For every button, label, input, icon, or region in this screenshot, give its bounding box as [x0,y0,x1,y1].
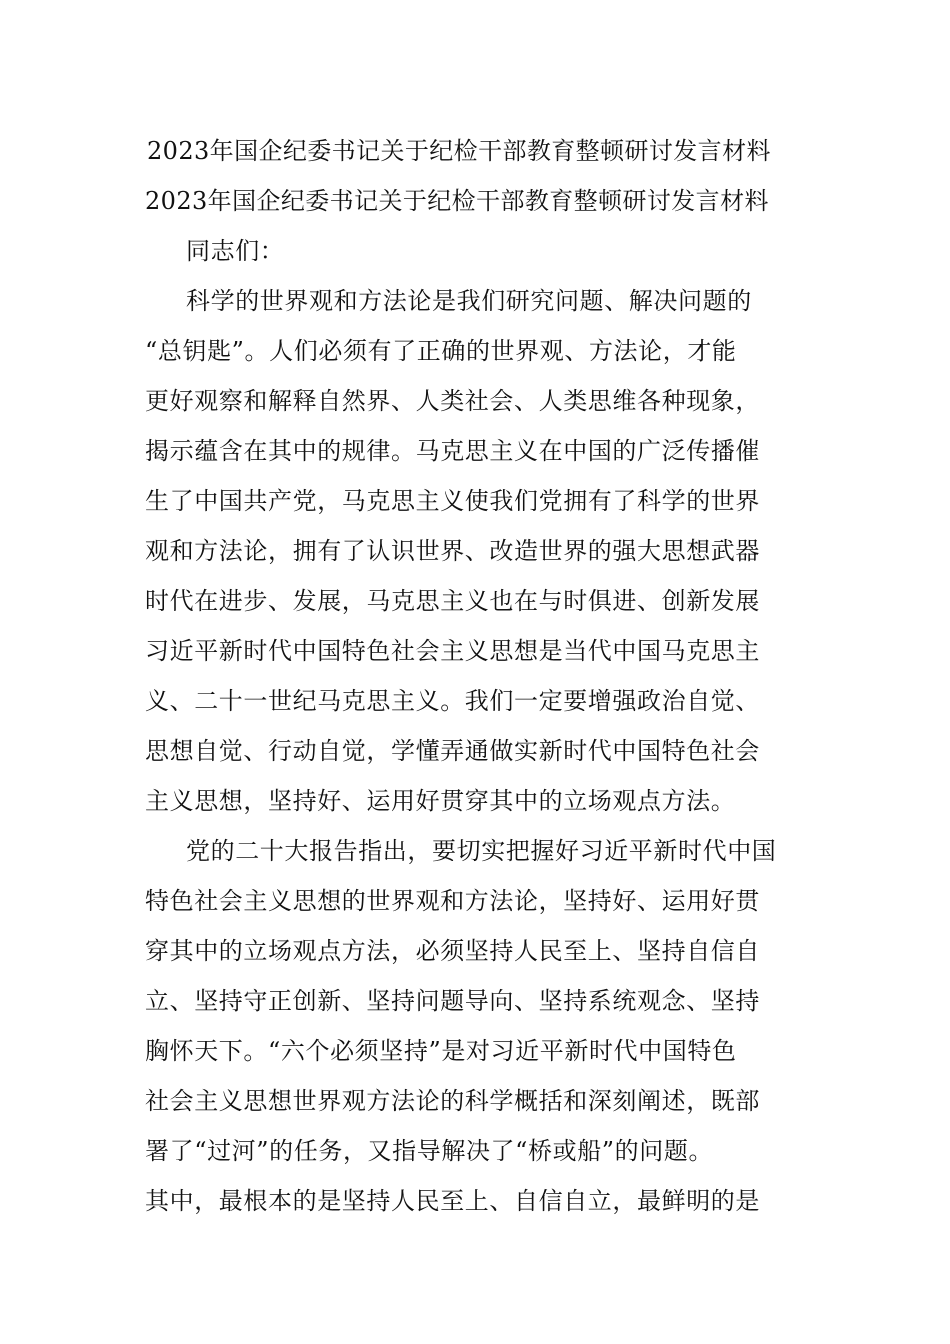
body-line: 观和方法论，拥有了认识世界、改造世界的强大思想武器 [145,537,760,565]
body-line: 主义思想，坚持好、运用好贯穿其中的立场观点方法。 [145,787,736,815]
body-line: 立、坚持守正创新、坚持问题导向、坚持系统观念、坚持 [145,987,760,1015]
body-line: 胸怀天下。“六个必须坚持”是对习近平新时代中国特色 [145,1037,737,1065]
body-line: 时代在进步、发展，马克思主义也在与时俱进、创新发展 [145,587,760,615]
salutation: 同志们： [186,237,285,265]
document-title: 2023年国企纪委书记关于纪检干部教育整顿研讨发言材料 [147,137,771,165]
body-line: “总钥匙”。人们必须有了正确的世界观、方法论，才能 [145,337,737,365]
body-line: 社会主义思想世界观方法论的科学概括和深刻阐述，既部 [145,1087,760,1115]
body-line: 署了“过河”的任务，又指导解决了“桥或船”的问题。 [145,1137,714,1165]
body-line: 生了中国共产党，马克思主义使我们党拥有了科学的世界 [145,487,760,515]
body-line: 穿其中的立场观点方法，必须坚持人民至上、坚持自信自 [145,937,760,965]
body-line: 更好观察和解释自然界、人类社会、人类思维各种现象， [145,387,760,415]
body-line: 揭示蕴含在其中的规律。马克思主义在中国的广泛传播催 [145,437,760,465]
body-line: 义、二十一世纪马克思主义。我们一定要增强政治自觉、 [145,687,760,715]
body-line: 其中，最根本的是坚持人民至上、自信自立，最鲜明的是 [145,1187,760,1215]
body-line: 科学的世界观和方法论是我们研究问题、解决问题的 [186,287,752,315]
document-title-repeat: 2023年国企纪委书记关于纪检干部教育整顿研讨发言材料 [145,187,769,215]
body-line: 特色社会主义思想的世界观和方法论，坚持好、运用好贯 [145,887,760,915]
body-line: 习近平新时代中国特色社会主义思想是当代中国马克思主 [145,637,760,665]
body-line: 思想自觉、行动自觉，学懂弄通做实新时代中国特色社会 [145,737,760,765]
body-line: 党的二十大报告指出，要切实把握好习近平新时代中国 [186,837,777,865]
